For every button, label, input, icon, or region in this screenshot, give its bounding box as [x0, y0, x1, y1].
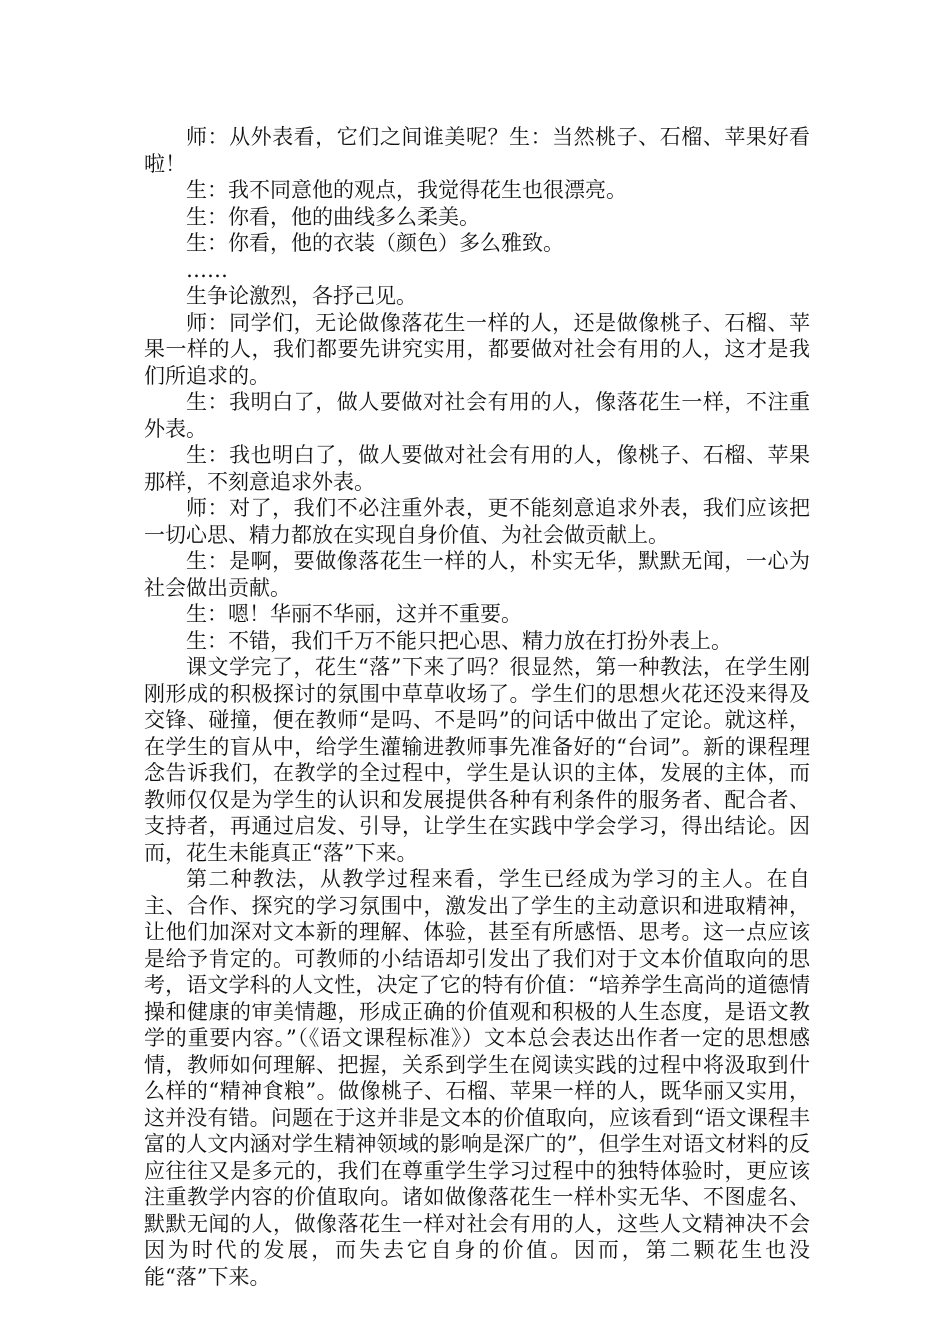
- paragraph-1: 师：从外表看，它们之间谁美呢？生：当然桃子、石榴、苹果好看啦！: [144, 125, 810, 176]
- paragraph-7: 师：同学们，无论做像落花生一样的人，还是做像桃子、石榴、苹果一样的人，我们都要先讲究实用，都要做对社会有用的人，这才是我们所追求的。: [144, 310, 810, 388]
- paragraph-9: 生：我也明白了，做人要做对社会有用的人，像桃子、石榴、苹果那样，不刻意追求外表。: [144, 443, 810, 494]
- paragraph-2: 生：我不同意他的观点，我觉得花生也很漂亮。: [186, 178, 627, 202]
- paragraph-ellipsis: ……: [186, 257, 228, 282]
- paragraph-8: 生：我明白了，做人要做对社会有用的人，像落花生一样，不注重外表。: [144, 390, 810, 441]
- paragraph-15: 第二种教法，从教学过程来看，学生已经成为学习的主人。在自主、合作、探究的学习氛围中，激发出了学生的主动意识和进取精神，让他们加深对文本新的理解、体验，甚至有所感悟、思考。这一点应该是给予肯定的。可教师的小结语却引发出了我们对于文本价值取向的思考，语文学科的人文性，决定了它的特有价值：“培养学生高尚的道德情操和健康的审美情趣，形成正确的价值观和积极的人生态度，是语文教学的重要内容。”（《语文课程标准》）文本总会表达出作者一定的思想感情，教师如何理解、把握，关系到学生在阅读实践的过程中将汲取到什么样的“精神食粮”。做像桃子、石榴、苹果一样的人，既华丽又实用，这并没有错。问题在于这并非是文本的价值取向，应该看到“语文课程丰富的人文内涵对学生精神领域的影响是深广的”，但学生对语文材料的反应往往又是多元的，我们在尊重学生学习过程中的独特体验时，更应该注重教学内容的价值取向。诸如做像落花生一样朴实无华、不图虚名、默默无闻的人，做像落花生一样对社会有用的人，这些人文精神决不会因为时代的发展，而失去它自身的价值。因而，第二颗花生也没能“落”下来。: [144, 867, 810, 1289]
- paragraph-13: 生：不错，我们千万不能只把心思、精力放在打扮外表上。: [186, 628, 732, 653]
- paragraph-12: 生：嗯！华丽不华丽，这并不重要。: [186, 602, 522, 626]
- paragraph-3: 生：你看，他的曲线多么柔美。: [186, 204, 480, 229]
- document-page: [144, 124, 810, 1290]
- paragraph-4: 生：你看，他的衣装（颜色）多么雅致。: [186, 231, 564, 255]
- paragraph-6: 生争论激烈，各抒己见。: [186, 284, 417, 308]
- paragraph-14: 课文学完了，花生“落”下来了吗？很显然，第一种教法，在学生刚刚形成的积极探讨的氛围中草草收场了。学生们的思想火花还没来得及交锋、碰撞，便在教师“是吗、不是吗”的问话中做出了定论。就这样，在学生的盲从中，给学生灌输进教师事先准备好的“台词”。新的课程理念告诉我们，在教学的全过程中，学生是认识的主体，发展的主体，而教师仅仅是为学生的认识和发展提供各种有利条件的服务者、配合者、支持者，再通过启发、引导，让学生在实践中学会学习，得出结论。因而，花生未能真正“落”下来。: [144, 655, 810, 865]
- paragraph-10: 师：对了，我们不必注重外表，更不能刻意追求外表，我们应该把一切心思、精力都放在实现自身价值、为社会做贡献上。: [144, 496, 810, 547]
- paragraph-11: 生：是啊，要做像落花生一样的人，朴实无华，默默无闻，一心为社会做出贡献。: [144, 549, 810, 600]
